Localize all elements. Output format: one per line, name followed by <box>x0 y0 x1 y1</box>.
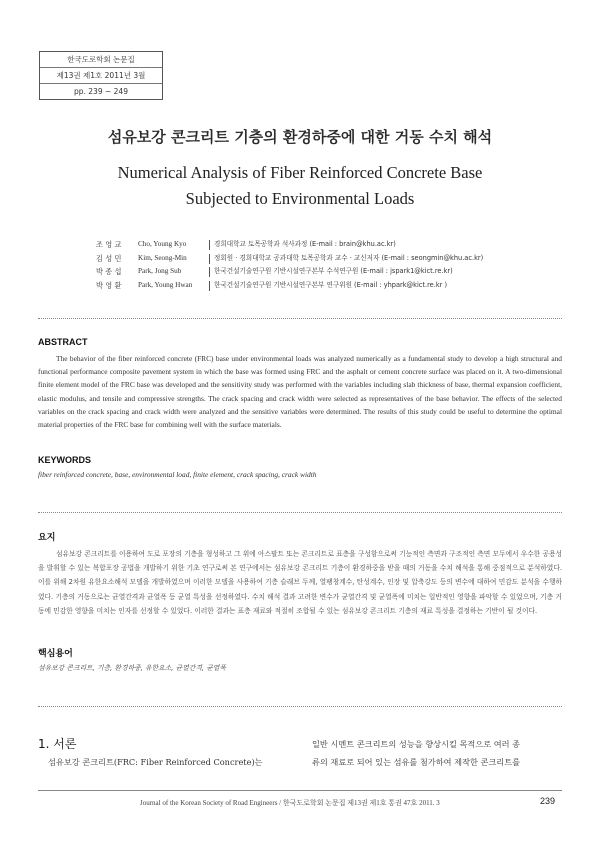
author-name-english: Park, Jong Sub <box>138 267 182 275</box>
korean-keywords-text: 섬유보강 콘크리트, 기층, 환경하중, 유한요소, 균열간격, 균열폭 <box>38 664 226 672</box>
author-name-korean: 조 영 교 <box>96 240 122 249</box>
keywords-text: fiber reinforced concrete, base, environmental load, finite element, crack spacing, crack width <box>38 470 317 479</box>
author-name-korean: 김 성 민 <box>96 253 122 263</box>
section-divider <box>38 706 562 707</box>
journal-name: 한국도로학회 논문집 <box>40 52 162 68</box>
journal-info-box <box>39 51 163 100</box>
section-divider <box>38 318 562 319</box>
author-divider <box>209 254 210 264</box>
section-title-introduction: 1. 서론 <box>38 737 77 751</box>
author-affiliation: 경희대학교 토목공학과 석사과정 (E-mail : brain@khu.ac.kr) <box>214 240 396 248</box>
author-name-korean: 박 영 환 <box>96 280 122 290</box>
introduction-left-column: 섬유보강 콘크리트(FRC: Fiber Reinforced Concrete)는 <box>48 757 263 767</box>
title-english: Numerical Analysis of Fiber Reinforced Concrete Base Subjected to Environmental Loads <box>117 163 483 208</box>
korean-abstract-heading: 요지 <box>38 533 56 543</box>
author-divider <box>209 267 210 277</box>
introduction-line: 일반 시멘트 콘크리트의 성능을 향상시킬 목적으로 여러 종 <box>312 739 521 749</box>
journal-volume: 제13권 제1호 2011년 3월 <box>40 68 162 84</box>
author-affiliation: 한국건설기술연구원 기반시설연구본부 연구위원 (E-mail : yhpark@kict.re.kr ) <box>214 280 448 289</box>
author-name-english: Kim, Seong-Min <box>138 253 187 262</box>
keywords-heading: KEYWORDS <box>38 455 92 465</box>
author-name-english: Park, Young Hwan <box>138 280 193 289</box>
korean-abstract-text: 섬유보강 콘크리트를 이용하여 도로 포장의 기층을 형성하고 그 위에 아스팔트 또는 콘크리트로 표층을 구성함으로써 기능적인 측면과 구조적인 측면 모두에서 우수한 공용성을 발휘할 수 있는 복합포장 공법을 개발하기 위한 기초 연구로써 본 연구에서는 섬유보강 콘크리트 기층이 환경하중을 받을 때의 거동을 수치 해석을 통해 중점적으로 분석하였다. 이를 위해 2차원 유한요소해석 모델을 개발하였으며 이러한 모델을 사용하여 기층 슬래브 두께, 열팽창계수, 탄성계수, 인장 및 압축강도 등의 변수에 대하여 민감도 분석을 수행하였다. 기층의 거동으로는 균열간격과 균열폭 등 균열 특성을 선정하였다. 수치 해석 결과 고려한 변수가 균열간격 및 균열폭에 미치는 일반적인 영향을 파악할 수 있었으며, 기층 거동에 민감한 영향을 미치는 인자를 선정할 수 있었다. 이러한 결과는 표층 재료와 적절히 조합될 수 있는 섬유보강 콘크리트 기층의 재료 특성을 결정하는 기반이 될 것이다. <box>38 550 562 615</box>
abstract-heading: ABSTRACT <box>38 337 88 347</box>
introduction-right-column <box>312 735 562 771</box>
footer-divider <box>38 790 562 791</box>
author-divider <box>209 281 210 291</box>
footer-citation: Journal of the Korean Society of Road Engineers / 한국도로학회 논문집 제13권 제1호 통권 47호 2011. 3 <box>140 799 440 807</box>
author-affiliation: 정회원 · 경희대학교 공과대학 토목공학과 교수 · 교신저자 (E-mail : seongmin@khu.ac.kr) <box>214 253 484 262</box>
page-number: 239 <box>540 796 556 806</box>
korean-keywords-heading: 핵심용어 <box>38 649 73 659</box>
introduction-line: 류의 재료로 되어 있는 섬유를 첨가하여 제작한 콘크리트를 <box>312 757 521 767</box>
author-affiliation: 한국건설기술연구원 기반시설연구본부 수석연구원 (E-mail : jspark1@kict.re.kr) <box>214 267 453 275</box>
section-divider <box>38 512 562 513</box>
author-name-korean: 박 종 섭 <box>96 267 122 276</box>
author-divider <box>209 240 210 250</box>
abstract-text: The behavior of the fiber reinforced concrete (FRC) base under environmental loads was analyzed numerically as a fundamental study to develop a high structural and functional performance composite pavement system in which the base was formed using FRC and the asphalt or cement concrete surface was placed on it. A two-dimensional finite element model of the FRC base was developed and the sensitivity study was performed with the variables including slab thickness of base, thermal expansion coefficient, elastic modulus, and tensile and compressive strengths. The crack spacing and crack width were selected as representatives of the base behavior. The effects of the selected variables on the crack spacing and crack width were analyzed and the sensitive variables were determined. The results of this study could be useful to determine the optimal material properties of the FRC base for combining well with the surface materials. <box>38 354 562 430</box>
journal-pages: pp. 239 ~ 249 <box>74 87 128 96</box>
author-name-english: Cho, Young Kyo <box>138 240 187 248</box>
title-korean: 섬유보강 콘크리트 기층의 환경하중에 대한 거동 수치 해석 <box>107 128 493 146</box>
